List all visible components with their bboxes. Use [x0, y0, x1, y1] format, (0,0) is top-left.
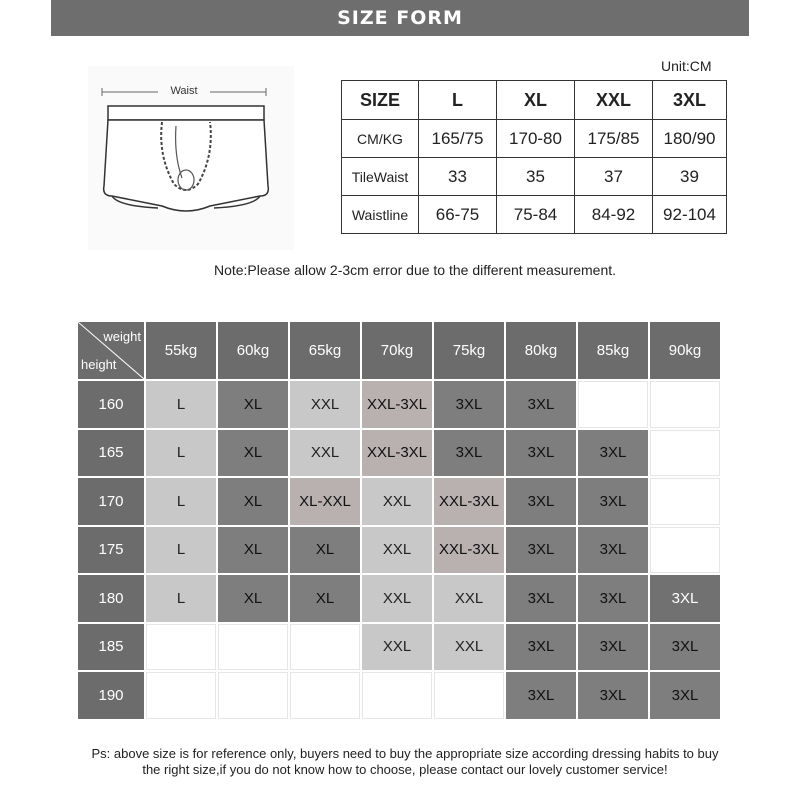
size-cell: L	[146, 381, 216, 428]
briefs-diagram	[88, 66, 294, 250]
empty-cell	[362, 672, 432, 719]
size-cell: XL	[218, 478, 288, 525]
size-cell: 3XL	[434, 381, 504, 428]
size-cell: L	[146, 430, 216, 477]
size-cell: 3XL	[434, 430, 504, 477]
size-cell: XXL	[362, 575, 432, 622]
weight-header: 80kg	[506, 322, 576, 379]
size-cell: 3XL	[578, 672, 648, 719]
size-cell: XL-XXL	[290, 478, 360, 525]
size-cell: 3XL	[650, 672, 720, 719]
empty-cell	[146, 672, 216, 719]
size-cell: XXL	[290, 430, 360, 477]
height-weight-size-grid	[78, 322, 721, 720]
weight-header: 75kg	[434, 322, 504, 379]
size-cell: L	[146, 478, 216, 525]
size-value: 175/85	[575, 120, 653, 158]
corner-weight-label: weight	[103, 329, 141, 344]
size-table-header-row	[342, 81, 727, 120]
size-value: 66-75	[419, 196, 497, 234]
size-value: 84-92	[575, 196, 653, 234]
size-cell: 3XL	[578, 624, 648, 671]
size-cell: 3XL	[506, 575, 576, 622]
weight-header: 70kg	[362, 322, 432, 379]
size-cell: L	[146, 575, 216, 622]
size-cell: 3XL	[650, 624, 720, 671]
empty-cell	[218, 624, 288, 671]
size-cell: XL	[218, 527, 288, 574]
size-cell: XXL	[434, 575, 504, 622]
size-value: 35	[497, 158, 575, 196]
empty-cell	[650, 381, 720, 428]
size-value: 165/75	[419, 120, 497, 158]
size-cell: 3XL	[506, 381, 576, 428]
weight-header: 55kg	[146, 322, 216, 379]
size-cell: XL	[218, 430, 288, 477]
size-header: SIZE	[342, 81, 419, 120]
footer-line: the right size,if you do not know how to choose, please contact our lovely customer service!	[142, 762, 668, 777]
empty-cell	[146, 624, 216, 671]
size-value: 170-80	[497, 120, 575, 158]
size-cell: 3XL	[650, 575, 720, 622]
height-label: 180	[78, 575, 144, 622]
weight-header: 85kg	[578, 322, 648, 379]
size-cell: XXL-3XL	[434, 478, 504, 525]
empty-cell	[650, 430, 720, 477]
footer-disclaimer	[60, 746, 750, 778]
empty-cell	[578, 381, 648, 428]
size-table-row	[342, 120, 727, 158]
row-label: TileWaist	[342, 158, 419, 196]
size-cell: 3XL	[578, 527, 648, 574]
row-label: Waistline	[342, 196, 419, 234]
size-cell: 3XL	[506, 527, 576, 574]
corner-height-label: height	[81, 357, 117, 372]
size-cell: XXL	[434, 624, 504, 671]
size-cell: 3XL	[506, 478, 576, 525]
size-cell: 3XL	[506, 430, 576, 477]
weight-header: 60kg	[218, 322, 288, 379]
size-value: 37	[575, 158, 653, 196]
empty-cell	[218, 672, 288, 719]
size-table-row	[342, 158, 727, 196]
size-cell: XXL	[362, 478, 432, 525]
size-value: 33	[419, 158, 497, 196]
size-cell: XL	[290, 527, 360, 574]
unit-label: Unit:CM	[661, 58, 712, 74]
size-header: XXL	[575, 81, 653, 120]
size-cell: XXL	[362, 624, 432, 671]
empty-cell	[290, 624, 360, 671]
empty-cell	[290, 672, 360, 719]
size-header: XL	[497, 81, 575, 120]
weight-header: 90kg	[650, 322, 720, 379]
banner-title: SIZE FORM	[51, 0, 749, 36]
size-cell: 3XL	[578, 575, 648, 622]
size-cell: L	[146, 527, 216, 574]
height-label: 165	[78, 430, 144, 477]
size-cell: XXL-3XL	[434, 527, 504, 574]
height-label: 175	[78, 527, 144, 574]
briefs-illustration	[88, 66, 294, 250]
height-label: 190	[78, 672, 144, 719]
size-header: L	[419, 81, 497, 120]
size-cell: 3XL	[506, 672, 576, 719]
size-header: 3XL	[653, 81, 727, 120]
weight-header: 65kg	[290, 322, 360, 379]
measurement-note: Note:Please allow 2-3cm error due to the different measurement.	[213, 262, 617, 278]
empty-cell	[434, 672, 504, 719]
size-value: 180/90	[653, 120, 727, 158]
footer-line: Ps: above size is for reference only, buyers need to buy the appropriate size according dressing habits to buy	[91, 746, 719, 761]
size-table-row	[342, 196, 727, 234]
grid-corner	[78, 322, 144, 379]
size-cell: XXL-3XL	[362, 381, 432, 428]
height-label: 185	[78, 624, 144, 671]
height-label: 170	[78, 478, 144, 525]
size-cell: 3XL	[578, 478, 648, 525]
size-value: 75-84	[497, 196, 575, 234]
size-cell: 3XL	[578, 430, 648, 477]
waist-label: Waist	[170, 85, 198, 97]
size-cell: XL	[290, 575, 360, 622]
size-cell: XXL	[290, 381, 360, 428]
size-value: 39	[653, 158, 727, 196]
height-label: 160	[78, 381, 144, 428]
size-cell: XXL	[362, 527, 432, 574]
empty-cell	[650, 478, 720, 525]
size-cell: XXL-3XL	[362, 430, 432, 477]
size-cell: XL	[218, 381, 288, 428]
empty-cell	[650, 527, 720, 574]
size-cell: XL	[218, 575, 288, 622]
size-value: 92-104	[653, 196, 727, 234]
size-chart-table	[341, 80, 727, 234]
size-cell: 3XL	[506, 624, 576, 671]
row-label: CM/KG	[342, 120, 419, 158]
